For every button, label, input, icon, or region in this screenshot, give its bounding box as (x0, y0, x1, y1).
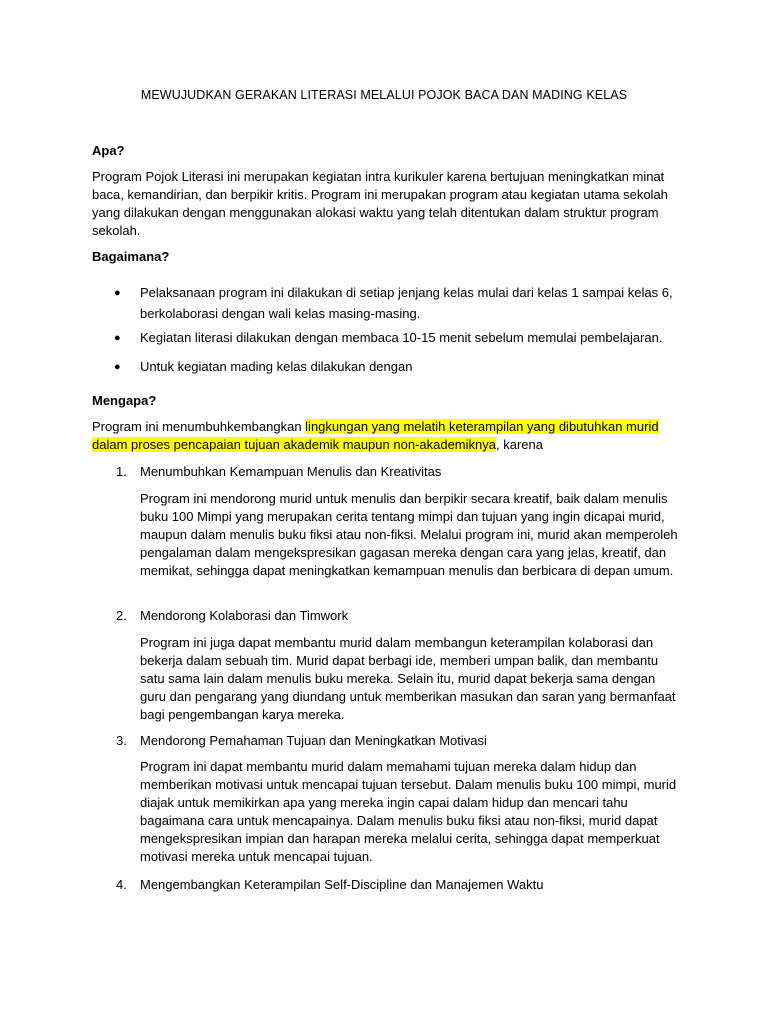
section-mengapa-intro (92, 418, 682, 454)
list-item-title: Menumbuhkan Kemampuan Menulis dan Kreativitas (140, 464, 442, 479)
list-item-body: Program ini mendorong murid untuk menulis dan berpikir secara kreatif, baik dalam menulis buku 100 Mimpi yang merupakan cerita tentang mimpi dan tujuan yang ingin dicapai murid, maupun dalam menulis buku fiksi atau non-fiksi. Melalui program ini, murid akan memperoleh pengalaman dalam mengekspresikan gagasan mereka dengan cara yang jelas, kreatif, dan memikat, sehingga dapat meningkatkan kemampuan menulis dan berbicara di depan umum. (140, 491, 678, 578)
list-item-title: Mengembangkan Keterampilan Self-Discipline dan Manajemen Waktu (140, 877, 544, 892)
list-number: 1. (116, 464, 127, 479)
highlighted-text: lingkungan yang melatih keterampilan yang dibutuhkan murid dalam proses pencapaian tujuan akademik maupun non-akademiknya (92, 419, 659, 452)
document-title: MEWUJUDKAN GERAKAN LITERASI MELALUI POJOK BACA DAN MADING KELAS (140, 88, 628, 102)
list-number: 4. (116, 877, 127, 892)
section-heading-apa: Apa? (92, 143, 125, 158)
list-number: 3. (116, 733, 127, 748)
bullet-icon: ● (114, 287, 121, 299)
intro-text-end: , karena (495, 437, 543, 452)
section-heading-bagaimana: Bagaimana? (92, 249, 170, 264)
bullet-item: Kegiatan literasi dilakukan dengan membaca 10-15 menit sebelum memulai pembelajaran. (140, 330, 663, 345)
bullet-item: Untuk kegiatan mading kelas dilakukan dengan (140, 359, 413, 374)
section-heading-mengapa: Mengapa? (92, 393, 157, 408)
bullet-icon: ● (114, 361, 121, 373)
list-item-title: Mendorong Pemahaman Tujuan dan Meningkatkan Motivasi (140, 733, 487, 748)
bullet-icon: ● (114, 332, 121, 344)
list-item-body: Program ini dapat membantu murid dalam memahami tujuan mereka dalam hidup dan memberikan motivasi untuk mencapai tujuan tersebut. Dalam menulis buku 100 mimpi, murid diajak untuk memikirkan apa yang mereka ingin capai dalam hidup dan mencari tahu bagaimana cara untuk mencapainya. Dalam menulis buku fiksi atau non-fiksi, murid dapat mengekspresikan impian dan harapan mereka melalui cerita, sehingga dapat memperkuat motivasi mereka untuk mencapai tujuan. (140, 759, 677, 864)
list-item-title: Mendorong Kolaborasi dan Timwork (140, 608, 349, 623)
list-number: 2. (116, 608, 127, 623)
section-apa-paragraph: Program Pojok Literasi ini merupakan kegiatan intra kurikuler karena bertujuan meningkatkan minat baca, kemandirian, dan berpikir kritis. Program ini merupakan program atau kegiatan utama sekolah yang dilakukan dengan menggunakan alokasi waktu yang telah ditentukan dalam struktur program sekolah. (92, 169, 668, 238)
list-item-body: Program ini juga dapat membantu murid dalam membangun keterampilan kolaborasi dan bekerja dalam sebuah tim. Murid dapat berbagi ide, memberi umpan balik, dan membantu satu sama lain dalam menulis buku mereka. Selain itu, murid dapat bekerja sama dengan guru dan pengarang yang diundang untuk memberikan masukan dan saran yang bermanfaat bagi pengembangan karya mereka. (140, 635, 676, 722)
intro-text: Program ini menumbuhkembangkan (92, 419, 306, 434)
bullet-item: Pelaksanaan program ini dilakukan di setiap jenjang kelas mulai dari kelas 1 sampai kelas 6, berkolaborasi dengan wali kelas masing-masing. (140, 285, 673, 321)
